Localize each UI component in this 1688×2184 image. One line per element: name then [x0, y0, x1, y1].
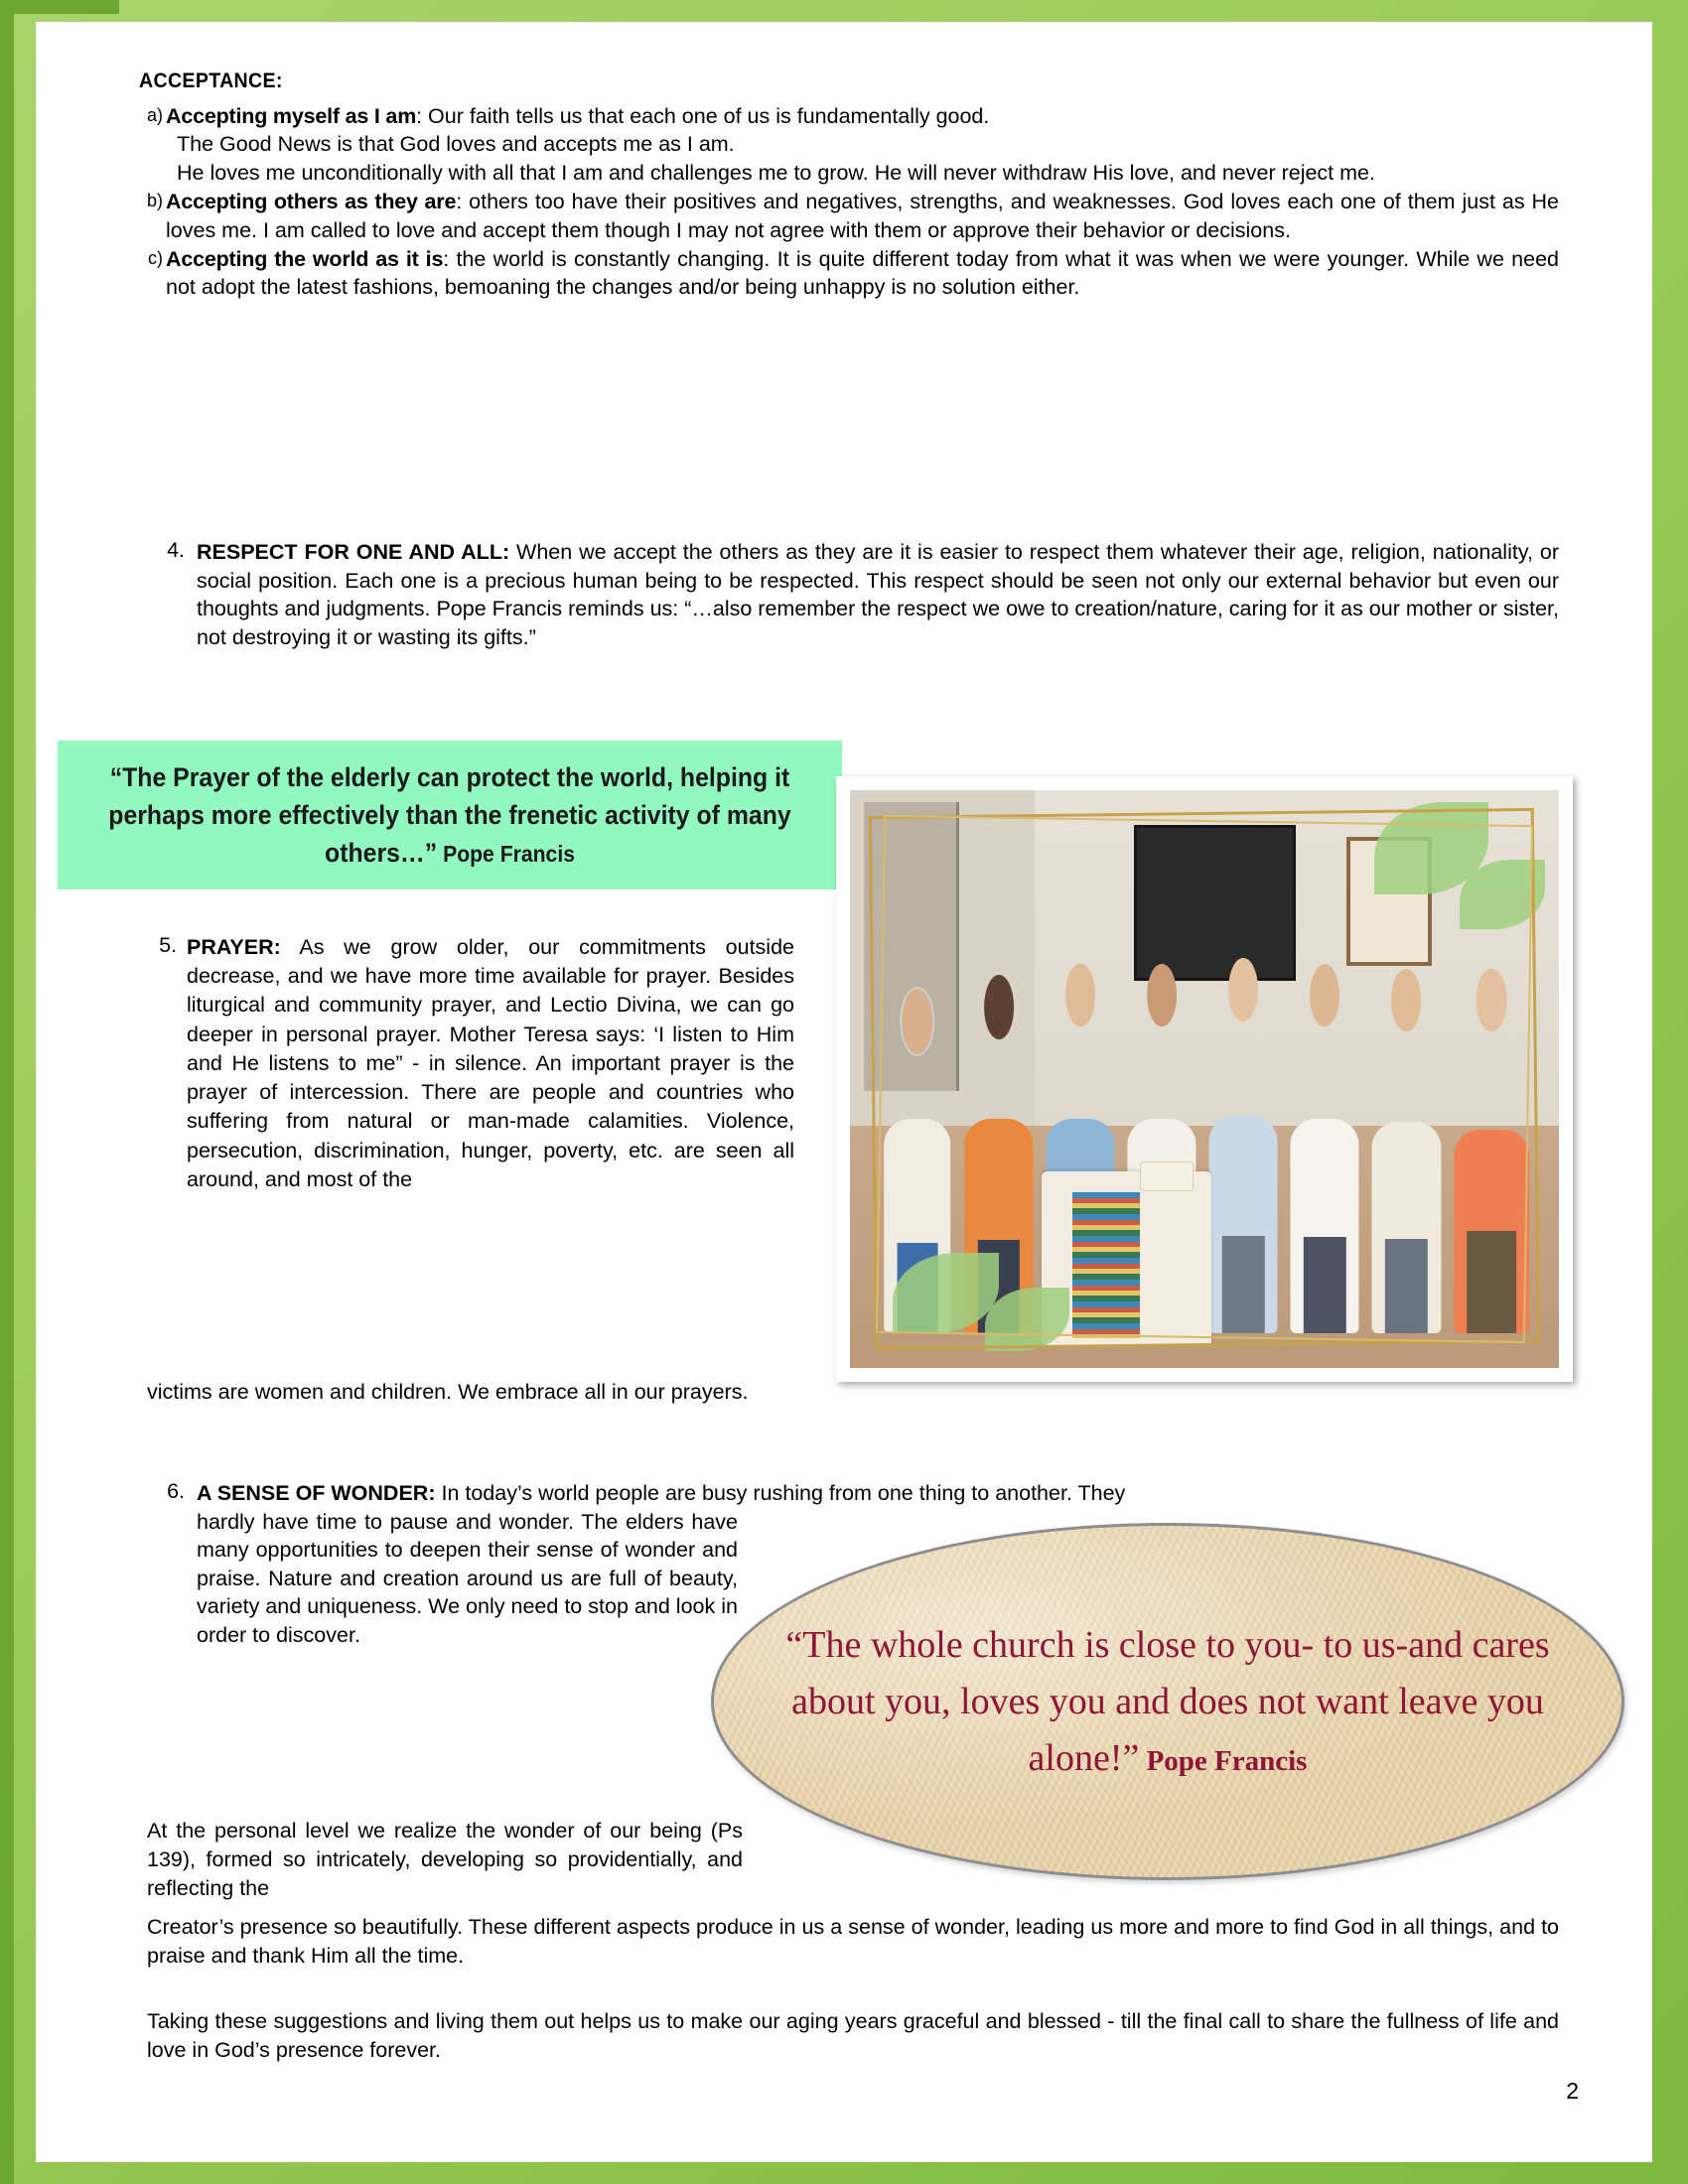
acceptance-item-a-line2: The Good News is that God loves and accepts me as I am. [177, 132, 735, 157]
photo-table-runner [1072, 1192, 1141, 1338]
page-number: 2 [1566, 2078, 1579, 2104]
respect-section [139, 538, 1559, 651]
green-quote-text: “The Prayer of the elderly can protect the world, helping it perhaps more effectively than the frenetic activity of many others…” [108, 761, 791, 869]
prayer-tail-text: victims are women and children. We embrace all in our prayers. [147, 1380, 749, 1404]
wonder-marker: 6. [167, 1479, 185, 1503]
prayer-section [139, 933, 794, 1194]
acceptance-heading: ACCEPTANCE: [139, 69, 283, 92]
photo-person-8 [1449, 969, 1534, 1333]
prayer-text: As we grow older, our commitments outside decrease, and we have more time available for prayer. Besides liturgical and community prayer, and Lectio Divina, we can go deeper in personal prayer. Mother Teresa says: ‘I listen to Him and He listens to me” - in silence. An important prayer is the prayer of intercession. There are people and countries who suffering from natural or man-made calamities. Violence, persecution, discrimination, hunger, poverty, etc. are seen all around, and most of the [187, 935, 794, 1191]
page-content [36, 22, 1652, 2162]
acceptance-item-a-body [166, 102, 1559, 187]
acceptance-item-c-body [166, 245, 1559, 302]
acceptance-item-a-lead: Accepting myself as I am [166, 104, 417, 128]
green-quote-attribution: Pope Francis [437, 841, 575, 868]
acceptance-item-b-body [166, 188, 1559, 244]
acceptance-item-b-lead: Accepting others as they are [166, 190, 457, 214]
acceptance-item-a [139, 102, 1559, 187]
photo-person-6 [1286, 964, 1364, 1333]
acceptance-section [139, 69, 1559, 303]
respect-text: When we accept the others as they are it is easier to respect them whatever their age, religion, nationality, or social position. Each one is a precious human being to be respected. This respect should be seen not only our external behavior but even our thoughts and judgments. Pope Francis reminds us: “…also remember the respect we owe to creation/nature, caring for it as our mother or sister, not destroying it or wasting its gifts.” [197, 540, 1559, 649]
acceptance-item-a-line3: He loves me unconditionally with all that I am and challenges me to grow. He will never withdraw His love, and never reject me. [177, 160, 1375, 185]
respect-item [139, 538, 1559, 651]
green-quote-text-wrap [101, 758, 797, 873]
respect-heading: RESPECT FOR ONE AND ALL: [197, 540, 510, 564]
prayer-heading: PRAYER: [187, 935, 281, 959]
wonder-heading: A SENSE OF WONDER: [197, 1481, 436, 1505]
closing-paragraph: Taking these suggestions and living them out helps us to make our aging years graceful and blessed - till the final call to share the fullness of life and love in God’s presence forever. [147, 2009, 1559, 2063]
prayer-body [187, 933, 794, 1194]
page-border-accent-left [0, 0, 14, 2184]
acceptance-item-b-text: : others too have their positives and negatives, strengths, and weaknesses. God loves each one of them just as He loves me. I am called to love and accept them though I may not agree with them or approve their behavior or decisions. [166, 190, 1559, 242]
respect-marker: 4. [167, 538, 185, 562]
wonder-tail-a-text: At the personal level we realize the wonder of our being (Ps 139), formed so intricately, developing so providentially, and reflecting the [147, 1819, 743, 1901]
wonder-tail-b-text: Creator’s presence so beautifully. These different aspects produce in us a sense of wonder, leading us more and more to find God in all things, and to praise and thank Him all the time. [147, 1915, 1559, 1969]
photo-person-5 [1204, 958, 1283, 1333]
acceptance-item-c [139, 245, 1559, 302]
wonder-narrow-text: hardly have time to pause and wonder. The elders have many opportunities to deepen their sense of wonder and praise. Nature and creation around us are full of beauty, variety and uniqueness. We only need to stop and look in order to discover. [197, 1509, 738, 1647]
prayer-marker: 5. [159, 933, 177, 957]
acceptance-item-c-lead: Accepting the world as it is [166, 246, 444, 271]
acceptance-item-c-text: : the world is constantly changing. It is quite different today from what it was when we were younger. While we need not adopt the latest fashions, bemoaning the changes and/or being unhappy is no solution either. [166, 246, 1559, 300]
prayer-item [139, 933, 794, 1194]
wonder-first-line: In today’s world people are busy rushing from one thing to another. They [435, 1481, 1126, 1505]
green-quote-banner [58, 741, 842, 889]
acceptance-item-a-text: : Our faith tells us that each one of us is fundamentally good. [416, 104, 990, 128]
page-border-accent-top [0, 0, 119, 14]
acceptance-item-c-marker: c) [148, 247, 163, 268]
photo-cake [1140, 1161, 1193, 1191]
acceptance-item-b-marker: b) [146, 191, 163, 211]
oval-quote-text: “The whole church is close to you- to us-and cares about you, loves you and does not want leave you alone!” [785, 1623, 1550, 1779]
oval-quote-callout [711, 1523, 1624, 1880]
photo-person-7 [1367, 969, 1446, 1333]
oval-quote-text-wrap [768, 1617, 1568, 1787]
acceptance-item-b [139, 188, 1559, 244]
oval-quote-attribution: Pope Francis [1139, 1744, 1308, 1777]
respect-body [197, 538, 1559, 651]
group-photo-image [850, 790, 1559, 1368]
acceptance-item-a-marker: a) [146, 105, 163, 125]
group-photo [836, 776, 1573, 1382]
